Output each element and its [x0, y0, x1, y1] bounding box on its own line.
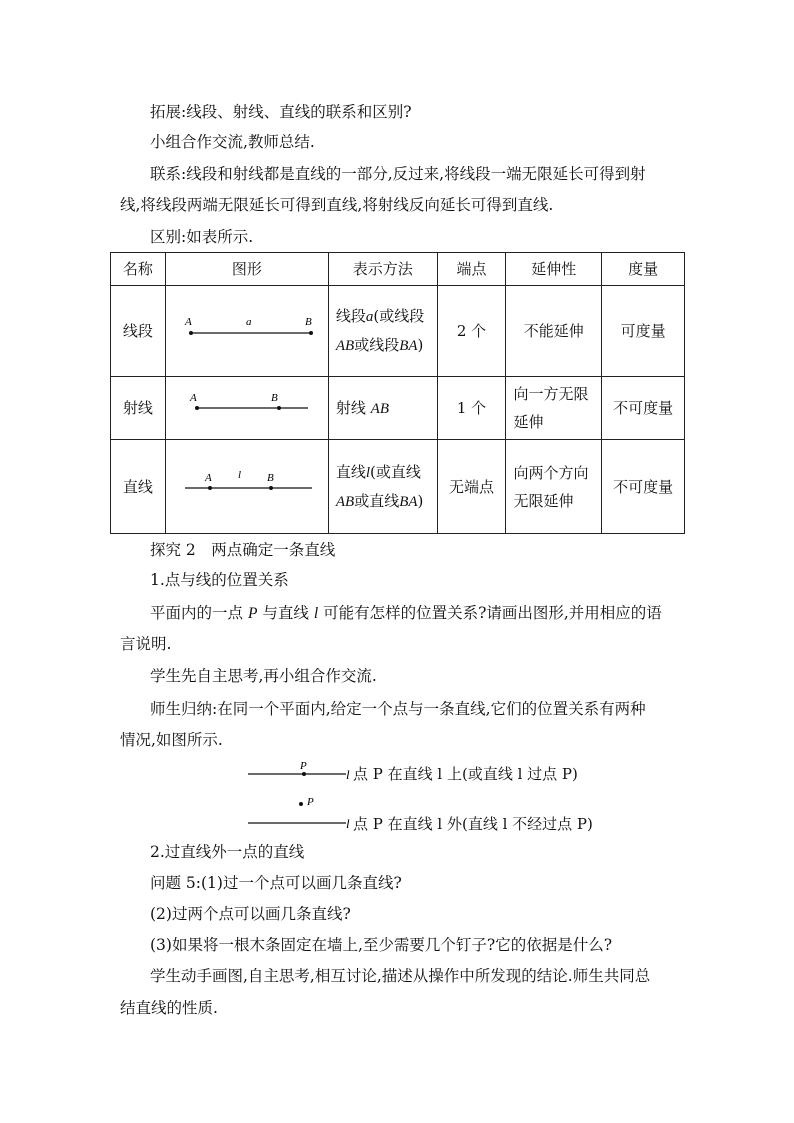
ray-label-a: A	[189, 391, 197, 404]
header-extension: 延伸性	[506, 253, 602, 286]
question-text-line-2: 言说明.	[120, 635, 172, 653]
row-measure: 可度量	[602, 286, 685, 377]
notation-text: 射线	[335, 398, 366, 417]
row-endpoints: 无端点	[437, 440, 506, 534]
row-extension	[506, 440, 602, 534]
question-var: l	[313, 605, 319, 622]
header-notation: 表示方法	[328, 253, 437, 286]
row-endpoints: 1 个	[437, 377, 506, 440]
activity-line-2: 结直线的性质.	[120, 999, 218, 1017]
extension-line-2: 无限延伸	[513, 491, 574, 510]
figure-point-outside-line	[240, 795, 680, 833]
table-row	[111, 377, 685, 440]
notation-text: 直线	[335, 462, 366, 481]
ray-notation	[328, 377, 437, 440]
table-header-row	[111, 253, 685, 286]
relation-line-2: 线,将线段两端无限延长可得到直线,将射线反向延长可得到直线.	[120, 196, 554, 214]
ray-point-b	[277, 406, 281, 410]
segment-figure-cell	[165, 286, 328, 377]
notation-var: BA	[399, 338, 418, 354]
notation-var: AB	[370, 400, 389, 417]
point-p	[299, 802, 303, 806]
line-label-b: B	[266, 472, 274, 484]
figure-caption-outside-line: 点 P 在直线 l 外(直线 l 不经过点 P)	[353, 815, 593, 833]
row-endpoints: 2 个	[437, 286, 506, 377]
point-p	[302, 772, 306, 776]
question-text: 平面内的一点	[150, 604, 244, 622]
segment-notation	[328, 286, 437, 377]
notation-text: 线段	[335, 307, 366, 325]
line-figure	[172, 464, 322, 500]
extension-line-1: 向一方无限	[513, 385, 589, 403]
question-5-3: (3)如果将一根木条固定在墙上,至少需要几个钉子?它的依据是什么?	[150, 936, 613, 954]
ray-point-a	[195, 406, 199, 410]
difference-text: 区别:如表所示.	[150, 228, 254, 246]
summary-line-2: 情况,如图所示.	[120, 731, 223, 749]
label-p: P	[307, 796, 314, 808]
segment-label-a-lower: a	[245, 315, 252, 328]
question-var: P	[247, 605, 258, 622]
notation-text: (或线段	[373, 307, 425, 325]
line-label-l: l	[237, 469, 241, 481]
notation-text: )	[417, 336, 424, 354]
comparison-table	[110, 252, 685, 534]
question-5-2: (2)过两个点可以画几条直线?	[150, 905, 351, 923]
point-outside-line-drawing	[240, 795, 360, 829]
line-point-b	[269, 486, 273, 490]
subsection-point-line: 1.点与线的位置关系	[150, 571, 289, 589]
figure-caption-on-line: 点 P 在直线 l 上(或直线 l 过点 P)	[353, 765, 578, 783]
question-text-line-1	[120, 598, 672, 629]
expand-question: 拓展:线段、射线、直线的联系和区别?	[150, 103, 412, 121]
row-measure: 不可度量	[602, 440, 685, 534]
line-point-a	[208, 486, 212, 490]
group-discussion: 小组合作交流,教师总结.	[150, 133, 315, 151]
notation-text: 或直线	[354, 491, 400, 510]
row-name: 直线	[111, 440, 166, 534]
point-on-line-drawing	[240, 760, 360, 790]
question-text: 可能有怎样的位置关系?请画出图形,并用相应的语	[323, 604, 662, 622]
notation-var: a	[365, 309, 374, 325]
line-label-a: A	[204, 472, 212, 484]
notation-text: (或直线	[370, 462, 421, 481]
question-5-1: 问题 5:(1)过一个点可以画几条直线?	[150, 874, 402, 892]
row-name: 线段	[111, 286, 166, 377]
segment-figure	[172, 307, 322, 347]
subsection-line-through-point: 2.过直线外一点的直线	[150, 843, 305, 861]
extension-line-2: 延伸	[513, 413, 544, 431]
ray-label-b: B	[270, 391, 278, 404]
header-name: 名称	[111, 253, 166, 286]
notation-var: AB	[335, 493, 355, 510]
ray-figure	[172, 386, 322, 422]
activity-line-1: 学生动手画图,自主思考,相互讨论,描述从操作中所发现的结论.师生共同总	[150, 967, 651, 985]
ray-figure-cell	[165, 377, 328, 440]
extension-line-1: 向两个方向	[513, 463, 589, 482]
summary-line-1: 师生归纳:在同一个平面内,给定一个点与一条直线,它们的位置关系有两种	[150, 700, 646, 718]
row-extension	[506, 377, 602, 440]
header-endpoints: 端点	[437, 253, 506, 286]
section-title-explore-2: 探究 2 两点确定一条直线	[150, 541, 336, 559]
segment-point-b	[309, 331, 313, 335]
relation-line-1: 联系:线段和射线都是直线的一部分,反过来,将线段一端无限延长可得到射	[150, 165, 646, 183]
figure-point-on-line	[240, 760, 680, 790]
label-l: l	[346, 767, 350, 782]
segment-point-a	[189, 331, 193, 335]
student-think-text: 学生先自主思考,再小组合作交流.	[150, 667, 377, 685]
notation-var: BA	[399, 493, 418, 510]
label-p: P	[300, 760, 307, 772]
notation-text: 或线段	[354, 336, 400, 354]
label-l: l	[346, 816, 350, 829]
row-name: 射线	[111, 377, 166, 440]
line-notation	[328, 440, 437, 534]
line-figure-cell	[165, 440, 328, 534]
header-measure: 度量	[602, 253, 685, 286]
question-text: 与直线	[262, 604, 309, 622]
header-figure: 图形	[165, 253, 328, 286]
row-extension: 不能延伸	[506, 286, 602, 377]
table-row	[111, 440, 685, 534]
notation-var: AB	[335, 338, 355, 354]
segment-label-a: A	[184, 315, 192, 328]
table-row	[111, 286, 685, 377]
notation-text: )	[417, 491, 424, 510]
notation-var: l	[365, 464, 371, 481]
row-measure: 不可度量	[602, 377, 685, 440]
segment-label-b: B	[304, 315, 312, 328]
